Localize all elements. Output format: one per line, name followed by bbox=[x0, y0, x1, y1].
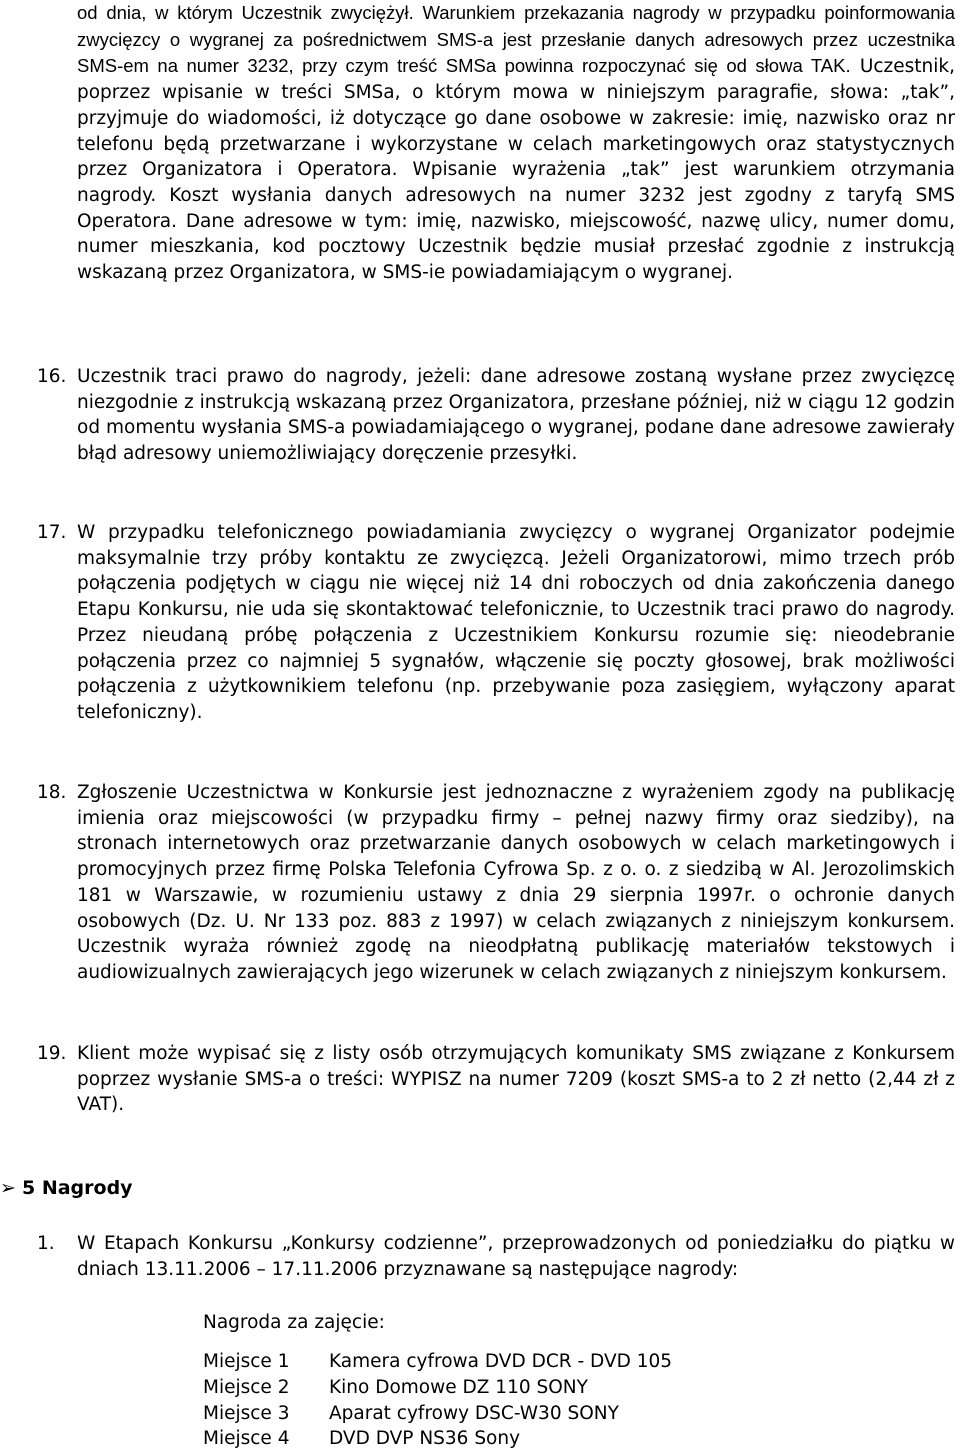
item-19-number: 19. bbox=[37, 1043, 67, 1064]
prize-name: DVD DVP NS36 Sony bbox=[329, 1428, 521, 1450]
item-18-number: 18. bbox=[37, 782, 67, 803]
section-heading bbox=[0, 1175, 133, 1201]
prize-name: Kamera cyfrowa DVD DCR - DVD 105 bbox=[329, 1351, 673, 1372]
prize-place: Miejsce 3 bbox=[203, 1402, 290, 1424]
item-16-text: Uczestnik traci prawo do nagrody, jeżeli: dane adresowe zostaną wysłane przez zwycięzcę niezgodnie z instrukcją wskazaną przez Organizatora, przesłane później, niż w ciągu 12 godzin od momentu wysłania SMS-a powiadamiającego o wygranej, podane dane adresowe zawierały błąd adresowy uniemożliwiający doręczenie przesyłki. bbox=[77, 366, 955, 465]
item-17-text: W przypadku telefonicznego powiadamiania zwycięzcy o wygranej Organizator podejmie maksymalnie trzy próby kontaktu ze zwycięzcą. Jeżeli Organizatorowi, mimo trzech prób połączenia podjętych w ciągu nie więcej niż 14 dni roboczych od dnia zakończenia danego Etapu Konkursu, nie uda się skontaktować telefonicznie, to Uczestnik traci prawo do nagrody. Przez nieudaną próbę połączenia z Uczestnikiem Konkursu rozumie się: nieodebranie połączenia przez co najmniej 5 sygnałów, włączenie się poczty głosowej, brak możliwości połączenia z użytkownikiem telefonu (np. przebywanie poza zasięgiem, wyłączony aparat telefoniczny). bbox=[77, 522, 955, 723]
section-title: 5 Nagrody bbox=[22, 1177, 133, 1199]
prize-place: Miejsce 1 bbox=[203, 1351, 290, 1372]
prize-heading: Nagroda za zajęcie: bbox=[203, 1312, 385, 1333]
prize-name: Aparat cyfrowy DSC-W30 SONY bbox=[329, 1402, 619, 1424]
prize-row bbox=[203, 1349, 672, 1375]
item-18-text: Zgłoszenie Uczestnictwa w Konkursie jest jednoznaczne z wyrażeniem zgody na publikację imienia oraz miejscowości (w przypadku firmy – pełnej nazwy firmy oraz siedziby), na stronach internetowych oraz przetwarzanie danych osobowych w celach marketingowych i promocyjnych przez firmę Polska Telefonia Cyfrowa Sp. z o. o. z siedzibą w Al. Jerozolimskich 181 w Warszawie, w rozumieniu ustawy z dnia 29 sierpnia 1997r. o ochronie danych osobowych (Dz. U. Nr 133 poz. 883 z 1997) w celach związanych z niniejszym konkursem. Uczestnik wyraża również zgodę na nieodpłatną publikację materiałów tekstowych i audiowizualnych zawierających jego wizerunek w celach związanych z niniejszym konkursem. bbox=[77, 782, 955, 983]
section-item-1-number: 1. bbox=[37, 1233, 55, 1254]
item-16-number: 16. bbox=[37, 366, 67, 387]
top-paragraph-part-2: Uczestnik, poprzez wpisanie w treści SMSa, o którym mowa w niniejszym paragrafie, słowa: „tak”, przyjmuje do wiadomości, iż dotyczące go dane osobowe w zakresie: imię, nazwisko oraz nr telefonu będą przetwarzane i wykorzystane w celach marketingowych oraz statystycznych przez Organizatora i Operatora. Wpisanie wyrażenia „tak” jest warunkiem otrzymania nagrody. Koszt wysłania danych adresowych na numer 3232 jest zgodny z taryfą SMS Operatora. Dane adresowe w tym: imię, nazwisko, miejscowość, nazwę ulicy, numer domu, numer mieszkania, kod pocztowy Uczestnik będzie musiał przesłać zgodnie z instrukcją wskazaną przez Organizatora, w SMS-ie powiadamiającym o wygranej. bbox=[77, 56, 955, 284]
top-paragraph bbox=[77, 0, 955, 286]
item-19-text: Klient może wypisać się z listy osób otrzymujących komunikaty SMS związane z Konkursem poprzez wysłanie SMS-a o treści: WYPISZ na numer 7209 (koszt SMS-a to 2 zł netto (2,44 zł z VAT). bbox=[77, 1043, 955, 1116]
section-item-1-text: W Etapach Konkursu „Konkursy codzienne”, przeprowadzonych od poniedziałku do piątku w dniach 13.11.2006 – 17.11.2006 przyznawane są następujące nagrody: bbox=[77, 1233, 955, 1280]
prize-name: Kino Domowe DZ 110 SONY bbox=[329, 1376, 588, 1398]
prize-row bbox=[203, 1375, 672, 1401]
prize-table bbox=[203, 1349, 672, 1452]
item-17-number: 17. bbox=[37, 522, 67, 543]
prize-row bbox=[203, 1426, 672, 1452]
arrow-bullet-icon: ➢ bbox=[0, 1177, 16, 1199]
prize-place: Miejsce 2 bbox=[203, 1376, 290, 1398]
prize-place: Miejsce 4 bbox=[203, 1428, 290, 1450]
prize-row bbox=[203, 1401, 672, 1427]
top-paragraph-part-1: od dnia, w którym Uczestnik zwyciężył. Warunkiem przekazania nagrody w przypadku poinformowania zwycięzcy o wygranej za pośrednictwem SMS-a jest przesłanie danych adresowych przez uczestnika SMS-em na numer 3232, przy czym treść SMSa powinna rozpoczynać się od słowa TAK. bbox=[77, 2, 955, 77]
